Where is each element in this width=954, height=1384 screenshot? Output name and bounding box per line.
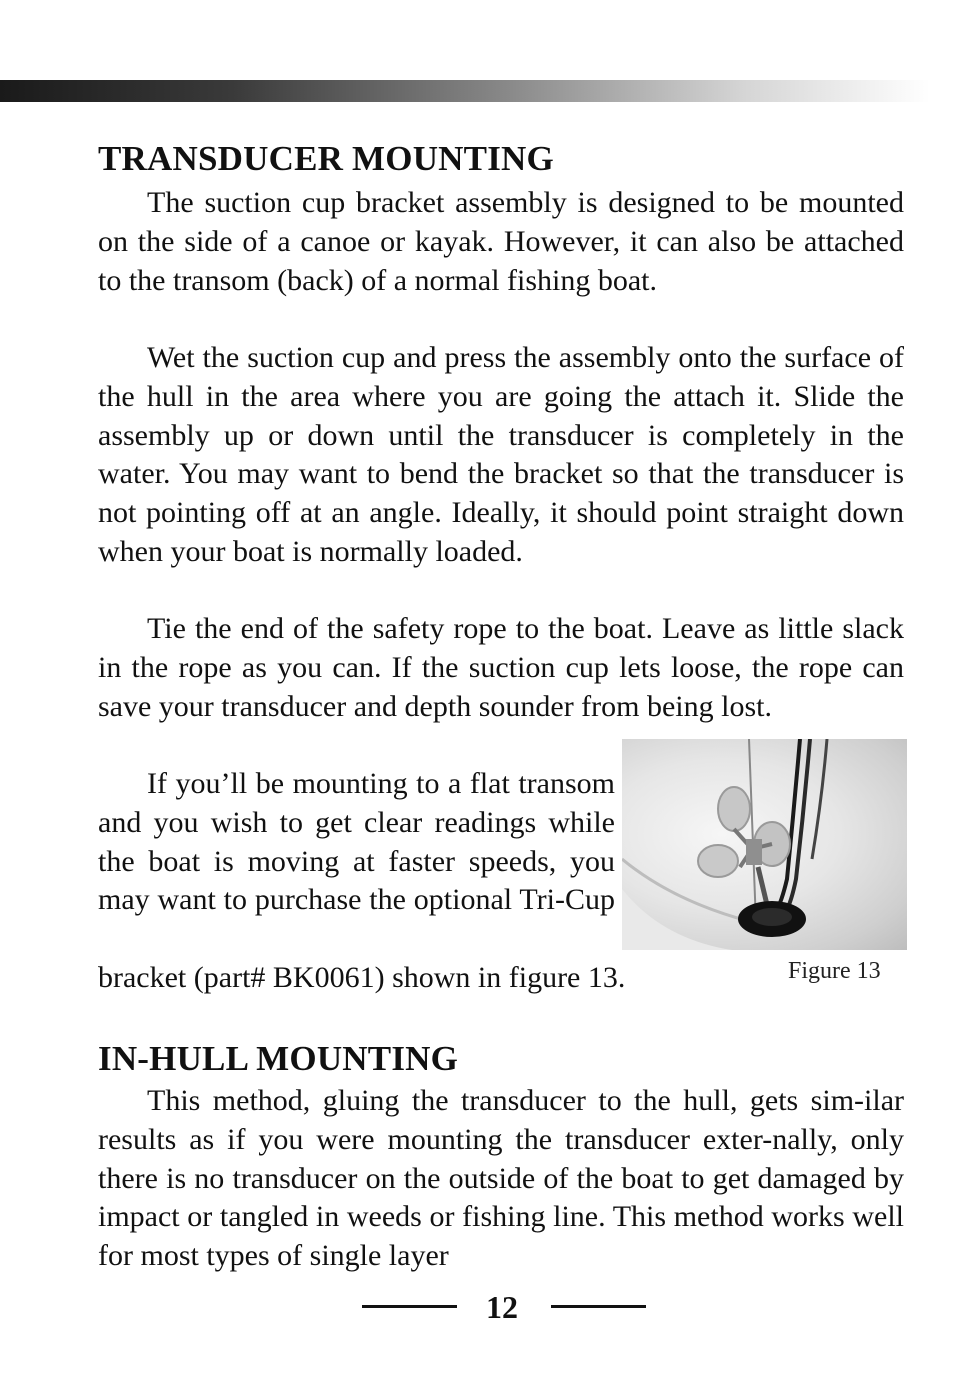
paragraph: If you’ll be mounting to a flat transom and you wish to get clear readings while the boat is moving at faster speeds, you may want to purchase the optional Tri-Cup (98, 767, 615, 917)
footer-rule-left (362, 1305, 457, 1308)
section-heading-transducer-mounting: TRANSDUCER MOUNTING (98, 139, 554, 178)
paragraph: Wet the suction cup and press the assembly onto the surface of the hull in the area where you are going the attach it. Slide the assembly up or down until the transducer is completely in the water. You may want to bend the bracket so that the transducer is not pointing off at an angle. Ideally, it should point straight down when your boat is normally loaded. (98, 341, 904, 568)
tri-cup-bracket-photo (622, 739, 907, 950)
footer-rule-right (551, 1305, 646, 1308)
section-heading-in-hull-mounting: IN-HULL MOUNTING (98, 1039, 459, 1078)
figure-caption: Figure 13 (788, 958, 881, 984)
bracket-illustration (622, 739, 907, 950)
paragraph: This method, gluing the transducer to the hull, gets sim-ilar results as if you were mounting the transducer exter-nally, only there is no transducer on the outside of the boat to get damaged by impact or tangled in weeds or fishing line. This method works well for most types of single layer (98, 1084, 904, 1273)
page-number: 12 (486, 1289, 518, 1325)
paragraph-continuation: bracket (part# BK0061) shown in figure 13. (98, 961, 626, 994)
header-gradient-bar (0, 80, 930, 102)
paragraph: Tie the end of the safety rope to the boat. Leave as little slack in the rope as you can. If the suction cup lets loose, the rope can save your transducer and depth sounder from being lost. (98, 612, 904, 723)
paragraph: The suction cup bracket assembly is designed to be mounted on the side of a canoe or kayak. However, it can also be attached to the transom (back) of a normal fishing boat. (98, 186, 904, 297)
